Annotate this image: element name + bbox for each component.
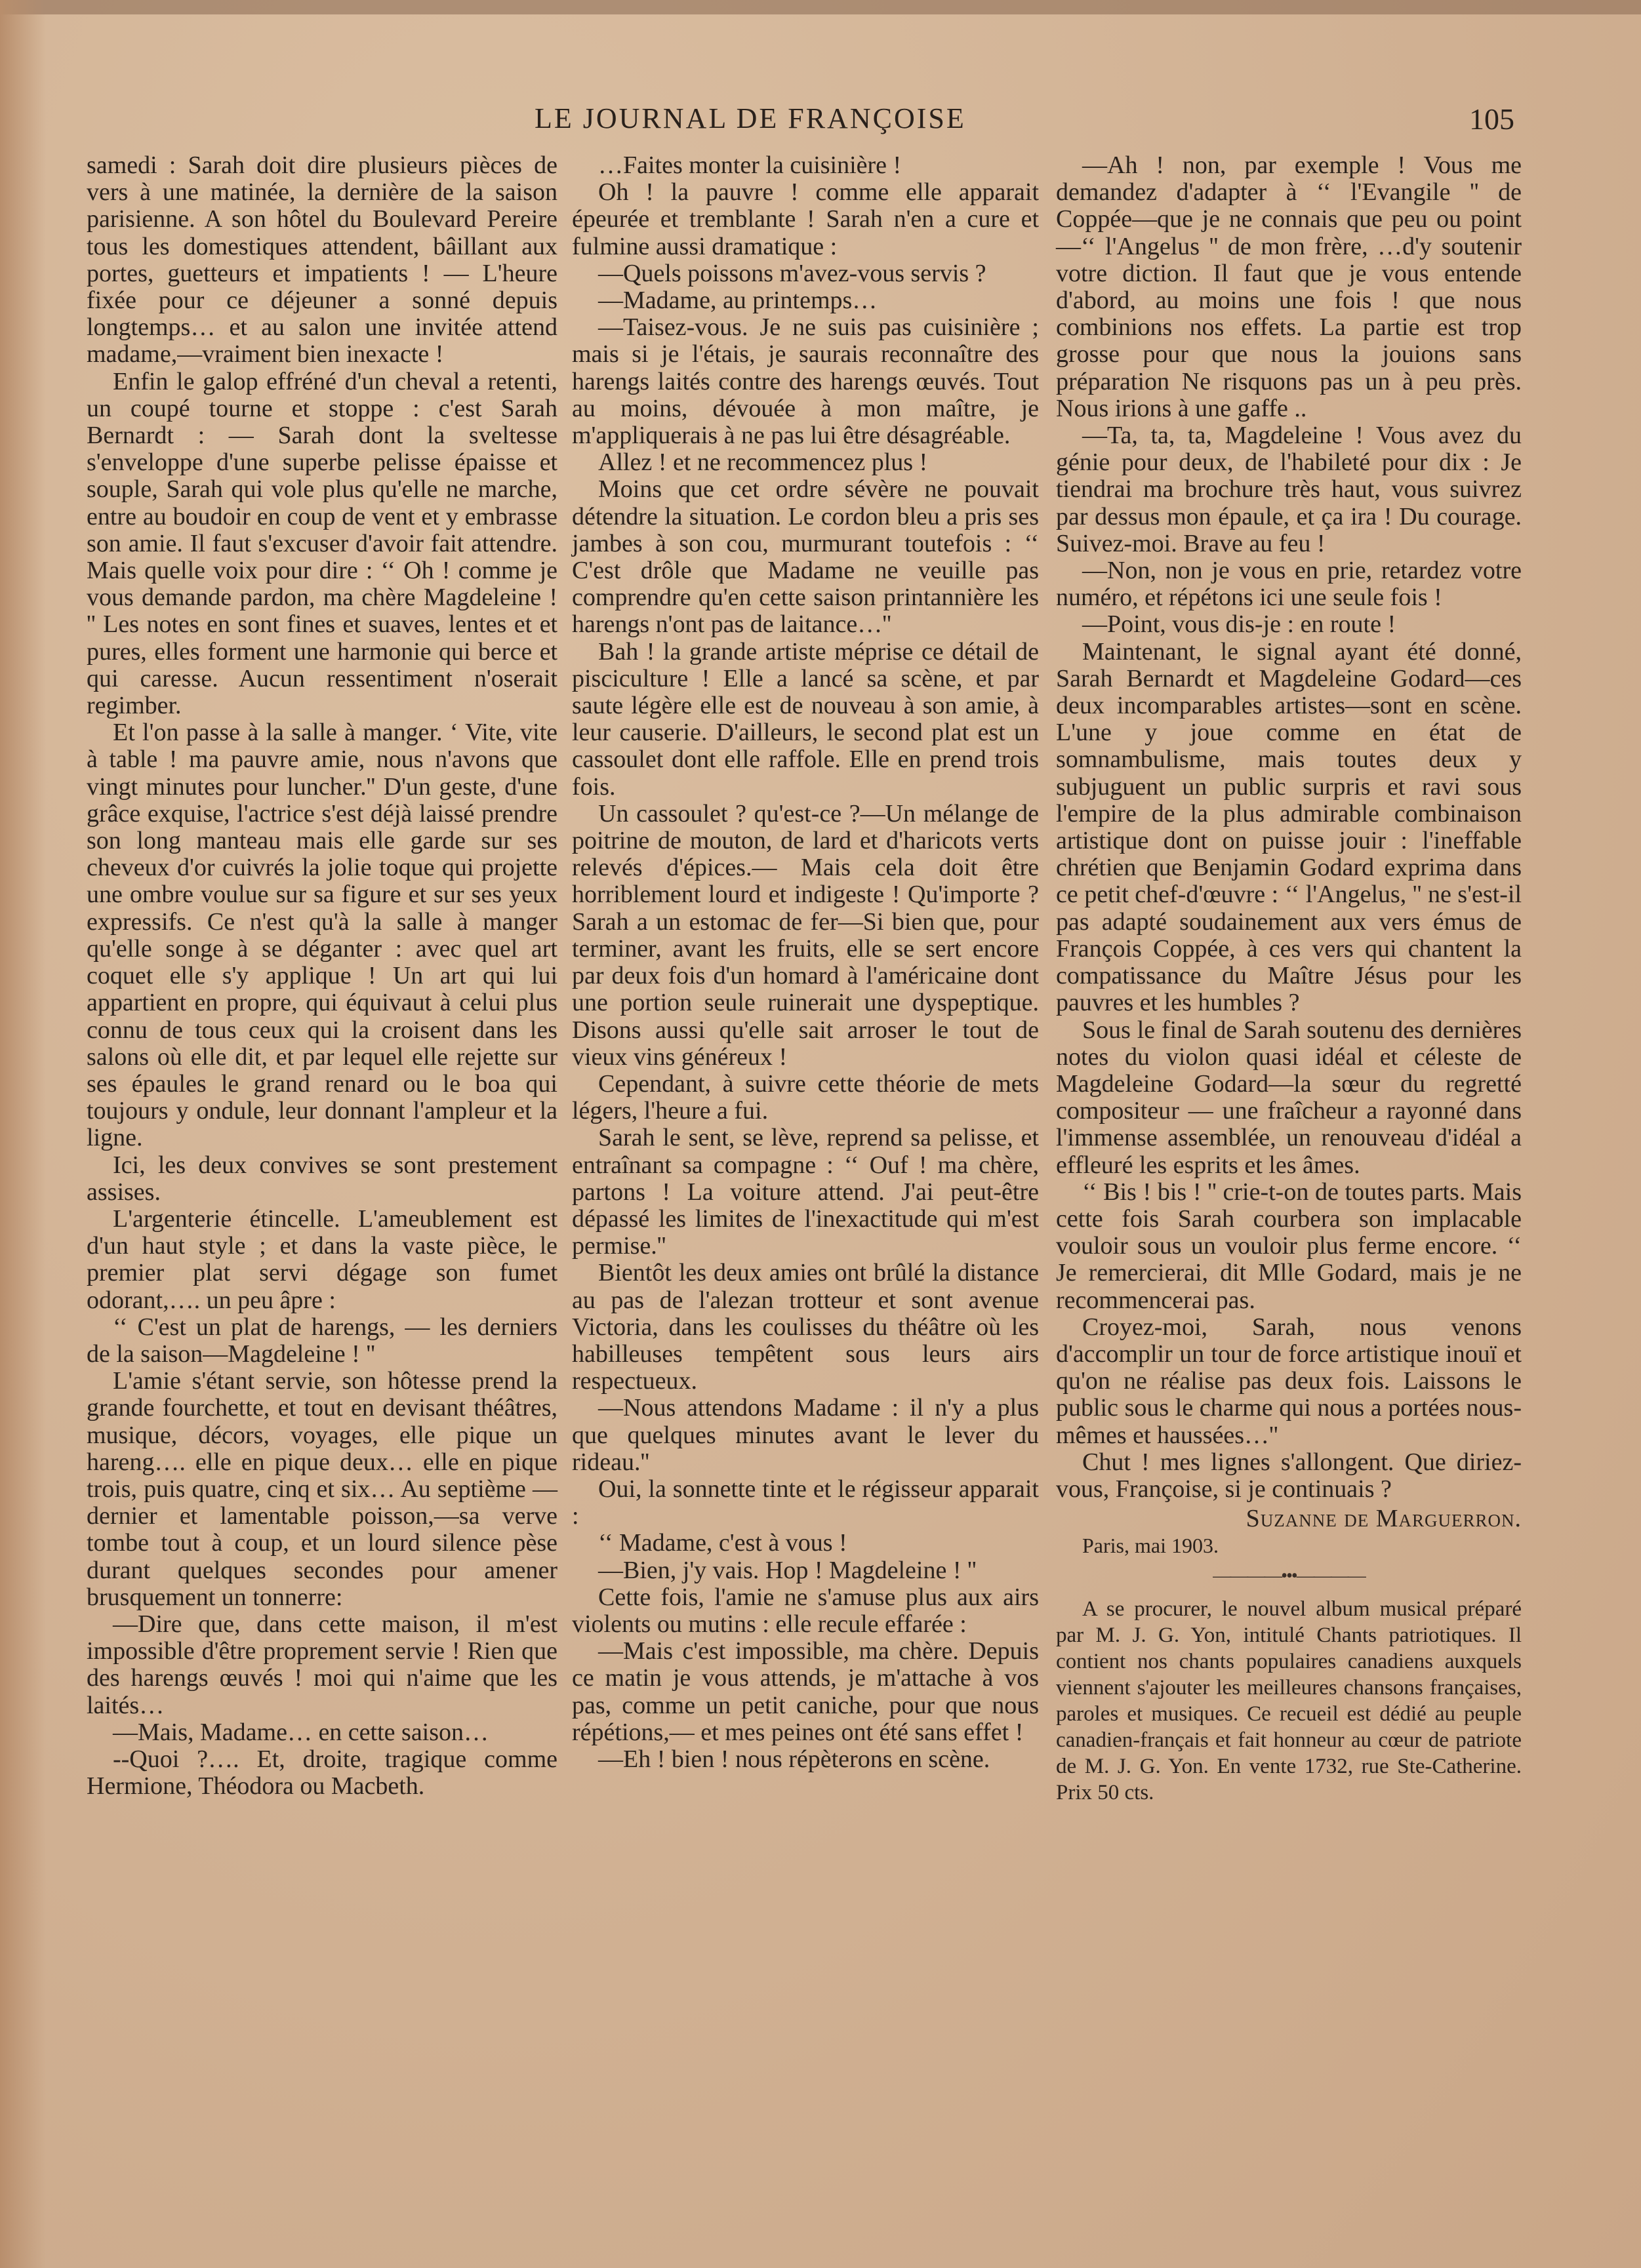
paragraph: Cette fois, l'amie ne s'amuse plus aux airs violents ou mutins : elle recule effarée : bbox=[572, 1583, 1039, 1638]
paragraph: Croyez-moi, Sarah, nous venons d'accomplir un tour de force artistique inouï et qu'on ne réalise pas deux fois. Laissons le public sous le charme qui nous a portées nous-mêmes et haussées…'' bbox=[1056, 1313, 1522, 1449]
paragraph: —Madame, au printemps… bbox=[598, 287, 878, 315]
column-3 bbox=[1056, 152, 1522, 1806]
paragraph: samedi : Sarah doit dire plusieurs pièces de vers à une matinée, la dernière de la saison parisienne. A son hôtel du Boulevard Pereire tous les domestiques attendent, bâillant aux portes, guetteurs et impatients ! — L'heure fixée pour ce déjeuner a sonné depuis longtemps… et au salon une invitée attend madame,—vraiment bien inexacte ! bbox=[87, 151, 557, 368]
notice-text: A se procurer, le nouvel album musical préparé par M. J. G. Yon, intitulé Chants patriotiques. Il contient nos chants populaires canadiens auxquels viennent s'ajouter les meilleures chansons françaises, paroles et musiques. Ce recueil est dédié au peuple canadien-français et fait honneur au cœur de patriote de M. J. G. Yon. En vente 1732, rue Ste-Catherine. Prix 50 cts. bbox=[1056, 1597, 1522, 1804]
paragraph: ‘‘ C'est un plat de harengs, — les derniers de la saison—Magdeleine ! '' bbox=[87, 1313, 557, 1368]
paragraph: ‘‘ Madame, c'est à vous ! bbox=[598, 1529, 847, 1557]
paragraph: Oui, la sonnette tinte et le régisseur apparait : bbox=[572, 1475, 1039, 1530]
paragraph: Enfin le galop effréné d'un cheval a retenti, un coupé tourne et stoppe : c'est Sarah Bernardt : — Sarah dont la sveltesse s'enveloppe d'une superbe pelisse épaisse et souple, Sarah qui vole plus qu'elle ne marche, entre au boudoir en coup de vent et y embrasse son amie. Il faut s'excuser d'avoir fait attendre. Mais quelle voix pour dire : ‘‘ Oh ! comme je vous demande pardon, ma chère Magdeleine ! '' Les notes en sont fines et suaves, lentes et et pures, elles forment une harmonie qui berce et qui caresse. Aucun ressentiment n'oserait regimber. bbox=[87, 367, 557, 720]
paragraph: Chut ! mes lignes s'allongent. Que diriez-vous, Françoise, si je continuais ? bbox=[1056, 1448, 1522, 1503]
paragraph: …Faites monter la cuisinière ! bbox=[598, 151, 902, 179]
paragraph: Moins que cet ordre sévère ne pouvait détendre la situation. Le cordon bleu a pris ses jambes à son cou, murmurant toutefois : ‘‘ C'est drôle que Madame ne veuille pas comprendre qu'en cette saison printannière les harengs n'ont pas de laitance…'' bbox=[572, 475, 1039, 639]
place-date: Paris, mai 1903. bbox=[1082, 1534, 1219, 1558]
paragraph: —Quels poissons m'avez-vous servis ? bbox=[598, 259, 986, 287]
paragraph: Oh ! la pauvre ! comme elle apparait épeurée et tremblante ! Sarah n'en a cure et fulmine aussi dramatique : bbox=[572, 178, 1039, 260]
paragraph: Allez ! et ne recommencez plus ! bbox=[598, 448, 928, 477]
paragraph: —Bien, j'y vais. Hop ! Magdeleine ! '' bbox=[598, 1556, 977, 1584]
paragraph: —Non, non je vous en prie, retardez votre numéro, et répétons ici une seule fois ! bbox=[1056, 557, 1522, 612]
paragraph: —Mais c'est impossible, ma chère. Depuis ce matin je vous attends, je m'attache à vos pas, comme un petit caniche, pour que nous répétions,— et mes peines ont été sans effet ! bbox=[572, 1637, 1039, 1746]
paragraph: Cependant, à suivre cette théorie de mets légers, l'heure a fui. bbox=[572, 1069, 1039, 1125]
paragraph: —Nous attendons Madame : il n'y a plus que quelques minutes avant le lever du rideau.'' bbox=[572, 1394, 1039, 1476]
paragraph: Bah ! la grande artiste méprise ce détail de pisciculture ! Elle a lancé sa scène, et par saute légère elle est de nouveau à son amie, à leur causerie. D'ailleurs, le second plat est un cassoulet dont elle raffole. Elle en prend trois fois. bbox=[572, 637, 1039, 801]
paragraph: —Eh ! bien ! nous répèterons en scène. bbox=[598, 1745, 990, 1773]
advertisement-notice bbox=[1056, 1596, 1522, 1806]
paragraph: —Point, vous dis-je : en route ! bbox=[1082, 610, 1396, 639]
divider-ornament: ————•••———— bbox=[1213, 1565, 1365, 1586]
author-signature: Suzanne de Marguerron. bbox=[1246, 1505, 1522, 1533]
paragraph: Sous le final de Sarah soutenu des dernières notes du violon quasi idéal et céleste de Magdeleine Godard—la sœur du regretté compositeur — une fraîcheur a rayonné dans l'immense assemblée, un renouveau d'idéal a effleuré les esprits et les âmes. bbox=[1056, 1016, 1522, 1179]
paragraph: —Ta, ta, ta, Magdeleine ! Vous avez du génie pour deux, de l'habileté pour dix : Je tiendrai ma brochure très haut, vous suivrez par dessus mon épaule, et ça ira ! Du courage. Suivez-moi. Brave au feu ! bbox=[1056, 422, 1522, 557]
page-top-edge bbox=[0, 0, 1641, 14]
paragraph: Bientôt les deux amies ont brûlé la distance au pas de l'alezan trotteur et sont avenue Victoria, dans les coulisses du théâtre où les habilleuses tempêtent sous leurs airs respectueux. bbox=[572, 1259, 1039, 1395]
page-number: 105 bbox=[1469, 102, 1514, 136]
paragraph: Maintenant, le signal ayant été donné, Sarah Bernardt et Magdeleine Godard—ces deux incomparables artistes—sont en scène. L'une y joue comme en état de somnambulisme, mais toutes deux y subjuguent un public surpris et ravi sous l'empire de la plus admirable combinaison artistique dont on puisse jouir : l'ineffable chrétien que Benjamin Godard exprima dans ce petit chef-d'œuvre : ‘‘ l'Angelus, '' ne s'est-il pas adapté soudainement aux vers émus de François Coppée, à ces vers qui chantent la compatissance du Maître Jésus pour les pauvres et les humbles ? bbox=[1056, 637, 1522, 1017]
paragraph: —Taisez-vous. Je ne suis pas cuisinière ; mais si je l'étais, je saurais reconnaître des harengs laités contre des harengs œuvés. Tout au moins, dévouée à mon maître, je m'appliquerais à ne pas lui être désagréable. bbox=[572, 313, 1039, 450]
column-1 bbox=[87, 152, 557, 1800]
paragraph: Et l'on passe à la salle à manger. ‘ Vite, vite à table ! ma pauvre amie, nous n'avons que vingt minutes pour luncher.'' D'un geste, d'une grâce exquise, l'actrice s'est déjà laissé prendre son long manteau mais elle garde sur ses cheveux d'or cuivrés la jolie toque qui projette une ombre voulue sur sa figure et sur ses yeux expressifs. Ce n'est qu'à la salle à manger qu'elle songe à se déganter : avec quel art coquet elle s'y applique ! Un art qui lui appartient en propre, qui équivaut à celui plus connu de tous ceux qui la croisent dans les salons où elle dit, et par lequel elle rejette sur ses épaules le grand renard ou le boa qui toujours y ondule, leur donnant l'ampleur et la ligne. bbox=[87, 719, 557, 1152]
paragraph: Sarah le sent, se lève, reprend sa pelisse, et entraînant sa compagne : ‘‘ Ouf ! ma chère, partons ! La voiture attend. J'ai peut-être dépassé les limites de l'inexactitude qui m'est permise.'' bbox=[572, 1124, 1039, 1260]
column-2 bbox=[572, 152, 1039, 1773]
paragraph: —Dire que, dans cette maison, il m'est impossible d'être proprement servie ! Rien que des harengs œuvés ! moi qui n'aime que les laités… bbox=[87, 1610, 557, 1719]
paragraph: —Ah ! non, par exemple ! Vous me demandez d'adapter à ‘‘ l'Evangile '' de Coppée—que je ne connais que peu ou point—‘‘ l'Angelus '' de mon frère, …d'y soutenir votre diction. Il faut que je vous entende d'abord, au moins une fois ! que nous combinions nos effets. La partie est trop grosse pour que nous la jouions sans préparation Ne risquons pas un à peu près. Nous irions à une gaffe .. bbox=[1056, 151, 1522, 422]
paragraph: L'argenterie étincelle. L'ameublement est d'un haut style ; et dans la vaste pièce, le premier plat servi dégage son fumet odorant,…. un peu âpre : bbox=[87, 1204, 557, 1314]
page-header bbox=[0, 102, 1641, 148]
journal-title: LE JOURNAL DE FRANÇOISE bbox=[535, 102, 966, 134]
page-left-shadow bbox=[0, 0, 46, 2268]
paragraph: --Quoi ?…. Et, droite, tragique comme Hermione, Théodora ou Macbeth. bbox=[87, 1745, 557, 1800]
paragraph: Ici, les deux convives se sont prestement assises. bbox=[87, 1151, 557, 1206]
paragraph: Un cassoulet ? qu'est-ce ?—Un mélange de poitrine de mouton, de lard et d'haricots verts relevés d'épices.— Mais cela doit être horriblement lourd et indigeste ! Qu'importe ? Sarah a un estomac de fer—Si bien que, pour terminer, avant les fruits, elle se sert encore par deux fois d'un homard à l'américaine dont une portion seule ruinerait une dyspeptique. Disons aussi qu'elle sait arroser le tout de vieux vins généreux ! bbox=[572, 799, 1039, 1071]
paragraph: —Mais, Madame… en cette saison… bbox=[113, 1718, 489, 1746]
paragraph: ‘‘ Bis ! bis ! '' crie-t-on de toutes parts. Mais cette fois Sarah courbera son implacable vouloir sous un vouloir plus ferme encore. ‘‘ Je remercierai, dit Mlle Godard, mais je ne recommencerai pas. bbox=[1056, 1178, 1522, 1314]
paragraph: L'amie s'étant servie, son hôtesse prend la grande fourchette, et tout en devisant théâtres, musique, décors, voyages, elle pique un hareng…. elle en pique deux… elle en pique trois, puis quatre, cinq et six… Au septième —dernier et lamentable poisson,—sa verve tombe tout à coup, et un lourd silence pèse durant quelques secondes pour amener brusquement un tonnerre: bbox=[87, 1367, 557, 1611]
